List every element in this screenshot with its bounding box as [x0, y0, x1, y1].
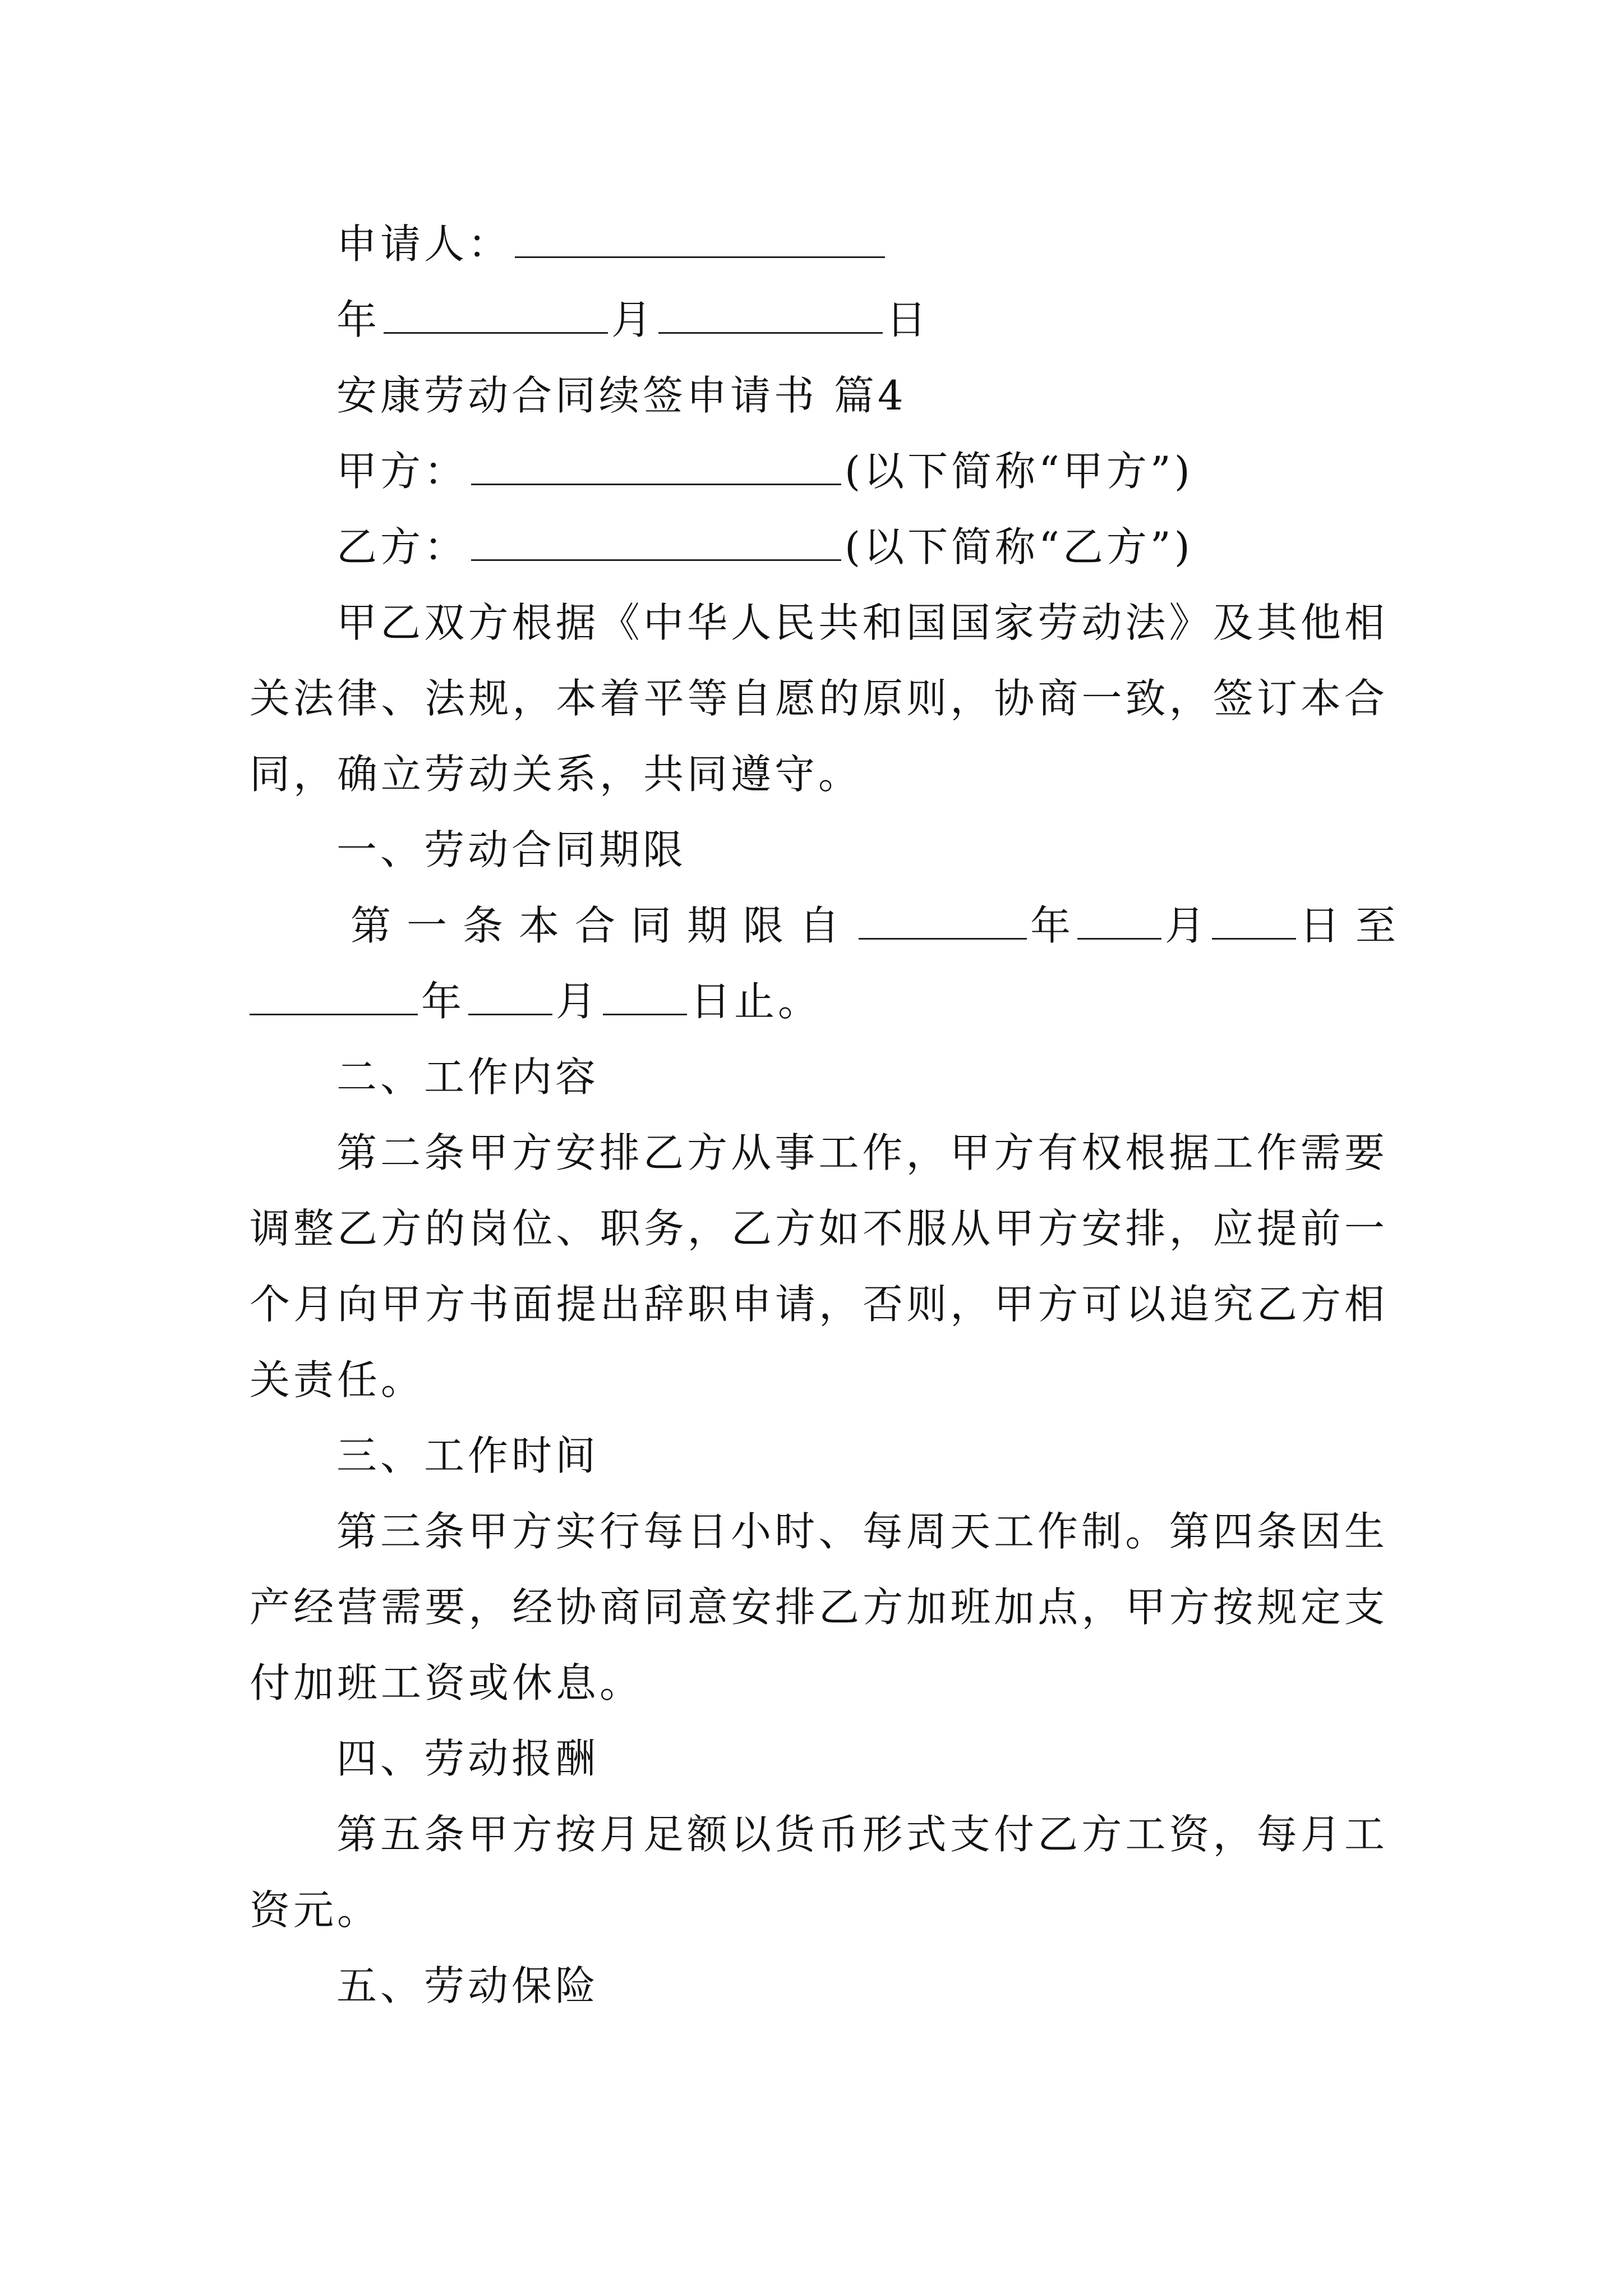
heading-contract-term: 一、劳动合同期限: [336, 826, 687, 873]
date-month-label: 月: [611, 296, 656, 343]
applicant-label: 申请人：: [336, 220, 512, 268]
article-1-month-blank: [1077, 898, 1161, 940]
applicant-line: [336, 216, 1388, 272]
section-title: 安康劳动合同续签申请书 篇4: [336, 372, 907, 419]
article-1-year-blank: [859, 898, 1027, 940]
heading-remuneration: 四、劳动报酬: [336, 1735, 600, 1782]
article-3-line-1: 第三条甲方实行每日小时、每周天工作制。第四条因生: [336, 1508, 1388, 1555]
article-3-line-3: 付加班工资或休息。: [250, 1659, 644, 1706]
intro-line-2: 关法律、法规，本着平等自愿的原则，协商一致，签订本合: [250, 675, 1388, 722]
article-1-end-label: 日止。: [690, 978, 822, 1025]
article-1-day-blank: [1212, 898, 1296, 940]
date-day-blank: [658, 292, 883, 334]
article-2-line-4: 关责任。: [250, 1356, 425, 1404]
applicant-blank: [515, 216, 885, 258]
party-a-label: 甲方：: [336, 448, 468, 495]
article-1-prefix: 第一条本合同期限自: [351, 902, 856, 949]
article-1-month-label: 月: [1165, 902, 1209, 949]
article-1-year-label: 年: [1030, 902, 1075, 949]
intro-line-1: 甲乙双方根据《中华人民共和国国家劳动法》及其他相: [336, 599, 1388, 646]
article-2-line-2: 调整乙方的岗位、职务，乙方如不服从甲方安排，应提前一: [250, 1205, 1388, 1252]
party-b-label: 乙方：: [336, 523, 468, 570]
date-year-label: 年: [336, 296, 381, 343]
article-2-line-1: 第二条甲方安排乙方从事工作，甲方有权根据工作需要: [336, 1129, 1388, 1176]
heading-labor-insurance: 五、劳动保险: [336, 1962, 600, 2009]
date-day-label: 日: [886, 296, 930, 343]
article-5-line-1: 第五条甲方按月足额以货币形式支付乙方工资，每月工: [336, 1811, 1388, 1858]
date-line: [336, 292, 1388, 348]
article-3-line-2: 产经营需要，经协商同意安排乙方加班加点，甲方按规定支: [250, 1584, 1388, 1631]
party-b-suffix: (以下简称“乙方”): [845, 523, 1193, 570]
article-1-line-2: [250, 973, 1388, 1029]
article-1-day-to-label: 日至: [1299, 902, 1412, 949]
article-1-end-month-label: 月: [556, 978, 600, 1025]
heading-work-content: 二、工作内容: [336, 1053, 600, 1101]
article-2-line-3: 个月向甲方书面提出辞职申请，否则，甲方可以追究乙方相: [250, 1281, 1388, 1328]
party-a-blank: [471, 443, 841, 485]
party-a-line: [336, 443, 1388, 499]
article-1-end-month-blank: [468, 973, 552, 1015]
article-5-line-2: 资元。: [250, 1887, 381, 1934]
party-a-suffix: (以下简称“甲方”): [845, 448, 1193, 495]
article-1-end-year-blank: [250, 973, 418, 1015]
heading-work-time: 三、工作时间: [336, 1432, 600, 1479]
intro-line-3: 同，确立劳动关系，共同遵守。: [250, 751, 863, 798]
date-month-blank: [384, 292, 608, 334]
article-1-end-day-blank: [603, 973, 687, 1015]
article-1-end-year-label: 年: [421, 978, 465, 1025]
party-b-line: [336, 519, 1388, 575]
article-1-line-1: [351, 898, 1412, 954]
party-b-blank: [471, 519, 841, 561]
